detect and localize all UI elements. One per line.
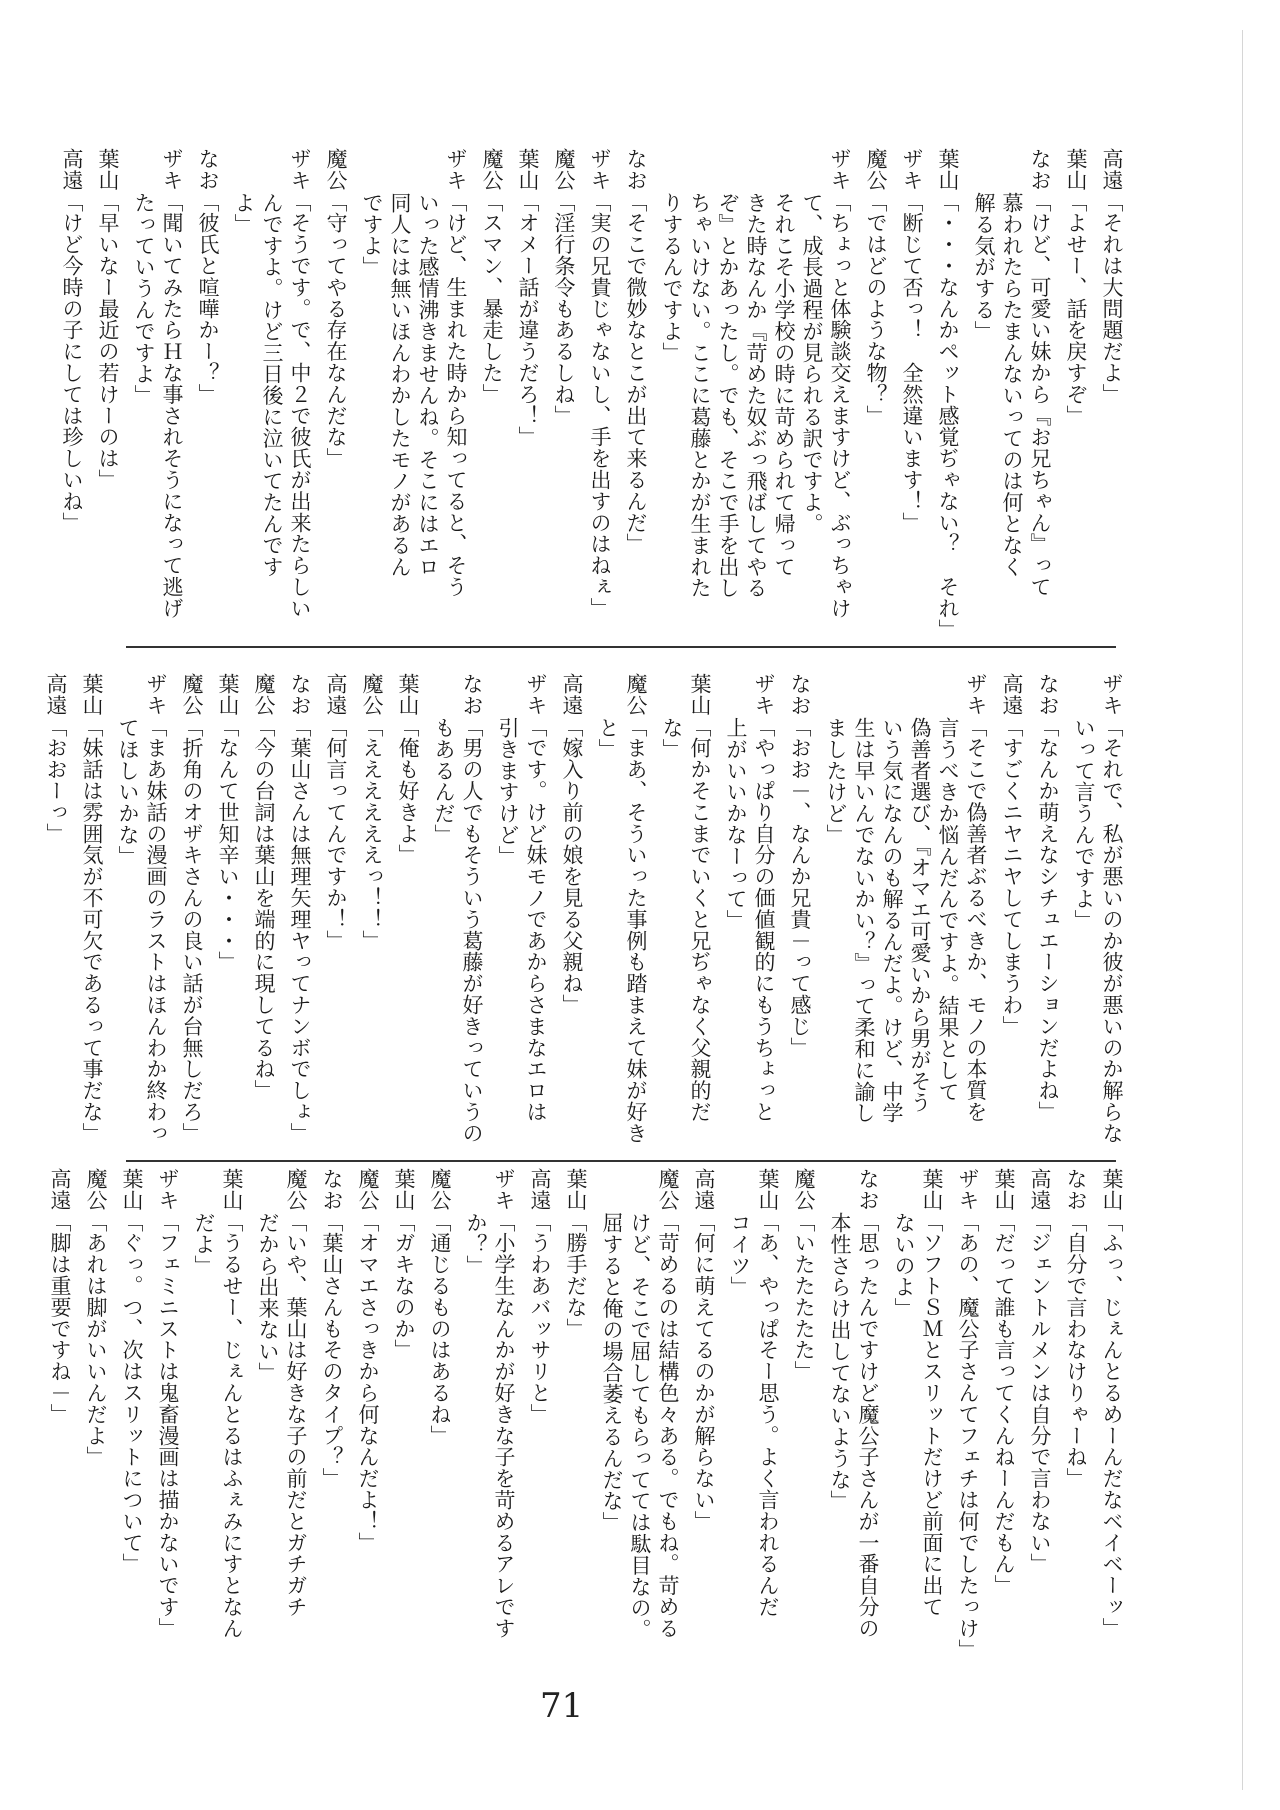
speech-text: 「そうです。で、中２で彼氏が出来たらしい: [288, 190, 312, 619]
speech-continuation: ましたけど」: [824, 717, 848, 846]
speech-text: 「スマン、暴走した」: [480, 190, 504, 405]
speech-line: [517, 148, 538, 653]
speech-line: [518, 673, 546, 1148]
speech-line: [865, 148, 886, 653]
section-divider: [126, 646, 1116, 648]
speech-text: 「だって誰も言ってくんねーんだもん」: [992, 1210, 1016, 1597]
speech-text: 「オマエさっきから何なんだよ！」: [356, 1210, 380, 1554]
speaker-name: なお: [788, 673, 812, 716]
speech-line: [397, 673, 418, 1148]
speech-text: 「思ったんですけど魔公子さんが一番自分の: [856, 1210, 880, 1639]
speech-entry: [1065, 148, 1086, 653]
speaker-name: 高遠: [324, 673, 348, 716]
speech-text: 「脚は重要ですね－」: [48, 1210, 72, 1425]
speech-line: [481, 148, 502, 653]
speech-text: 「なんて世知辛い・・・」: [216, 715, 240, 973]
speech-entry: [725, 673, 774, 1148]
speech-entry: [1101, 148, 1122, 653]
speech-entry: [157, 1168, 178, 1660]
speech-continuation: 上がいいかなーって」: [724, 717, 748, 932]
speaker-name: ザキ: [964, 673, 988, 716]
speech-continuation: よ」: [232, 192, 256, 235]
speech-line: [197, 148, 218, 653]
speech-text: 「俺も好きよ」: [396, 715, 420, 866]
speaker-name: 魔公: [284, 1168, 308, 1211]
speech-text: 「男の人でもそういう葛藤が好きっていうの: [460, 715, 484, 1144]
speech-line: [1101, 1168, 1122, 1660]
speaker-name: なお: [288, 673, 312, 716]
speech-entry: [561, 673, 582, 1148]
speech-line: [181, 673, 202, 1148]
speech-line: [618, 673, 646, 1148]
speech-line: [157, 1168, 178, 1660]
speaker-name: ザキ: [524, 673, 548, 716]
speaker-name: 葉山: [936, 148, 960, 191]
speech-entry: [321, 1168, 342, 1660]
speech-text: 「何に萌えてるのかが解らない」: [692, 1210, 716, 1532]
speech-continuation: いう気になんのも解るんだよ。けど、中学: [880, 717, 904, 1124]
speech-line: [793, 1168, 814, 1660]
speaker-name: 魔公: [84, 1168, 108, 1211]
speech-text: 「ちょっと体験談交えますけど、ぶっちゃけ: [828, 190, 852, 619]
speech-text: 「うわあバッサリと」: [528, 1210, 552, 1425]
speech-line: [850, 1168, 878, 1660]
speaker-name: 魔公: [624, 673, 648, 716]
speech-entry: [361, 673, 382, 1148]
speaker-name: ザキ: [956, 1168, 980, 1211]
speech-entry: [45, 673, 66, 1148]
speech-continuation: てほしいかな」: [116, 717, 140, 867]
speech-continuation: ちゃいけない。ここに葛藤とかが生まれた: [688, 192, 712, 599]
speech-continuation: けど、そこで屈してもらってては駄目なの。: [628, 1212, 652, 1641]
speech-line: [529, 1168, 550, 1660]
speech-line: [1029, 1168, 1050, 1660]
speech-text: 「ジェントルメンは自分で言わない」: [1028, 1210, 1052, 1575]
speaker-name: ザキ: [288, 148, 312, 191]
speech-entry: [901, 148, 922, 653]
speech-text: 「実の兄貴じゃないし、手を出すのはねぇ」: [588, 190, 612, 619]
speech-entry: [829, 1168, 878, 1660]
speech-line: [589, 148, 610, 653]
speech-text: 「通じるものはあるね」: [428, 1210, 452, 1447]
speech-text: 「小学生なんかが好きな子を苛めるアレです: [492, 1210, 516, 1639]
speech-text: 「よせー、話を戻すぞ」: [1064, 190, 1088, 427]
speech-text: 「ぐっ。つ、次はスリットについて」: [120, 1210, 144, 1575]
speech-entry: [361, 148, 466, 653]
speech-text: 「まあ、そういった事例も踏まえて妹が好き: [624, 715, 648, 1144]
speech-entry: [133, 148, 182, 653]
speech-entry: [233, 148, 310, 653]
speech-text: 「葉山さんは無理矢理ヤってナンボでしょ」: [288, 715, 312, 1144]
speech-continuation: だよ」: [192, 1212, 216, 1277]
speaker-name: ザキ: [444, 148, 468, 191]
dialogue-section-middle: [44, 673, 1124, 1148]
speech-entry: [325, 673, 346, 1148]
speech-entry: [729, 1168, 778, 1660]
speech-entry: [117, 673, 166, 1148]
speech-line: [138, 673, 166, 1148]
speech-line: [321, 1168, 342, 1660]
speaker-name: 葉山: [564, 1168, 588, 1211]
speaker-name: 魔公: [324, 148, 348, 191]
speaker-name: 葉山: [920, 1168, 944, 1211]
speech-entry: [789, 673, 810, 1148]
speaker-name: 魔公: [360, 673, 384, 716]
speech-entry: [529, 1168, 550, 1660]
speech-entry: [693, 1168, 714, 1660]
speaker-name: なお: [1028, 148, 1052, 191]
speaker-name: 高遠: [1000, 673, 1024, 716]
speech-line: [97, 148, 118, 653]
speech-text: 「妹話は雰囲気が不可欠であるって事だな」: [80, 715, 104, 1144]
speech-entry: [325, 148, 346, 653]
speech-entry: [481, 148, 502, 653]
speech-text: 「断じて否っ！ 全然違います！」: [900, 190, 924, 534]
speech-entry: [1065, 1168, 1086, 1660]
speech-text: 「オメー話が違うだろ！」: [516, 190, 540, 448]
speech-line: [454, 673, 482, 1148]
speech-line: [393, 1168, 414, 1660]
speech-continuation: 偽善者選び、『オマエ可愛いから男がそう: [908, 717, 932, 1114]
speech-line: [1022, 148, 1050, 653]
speech-line: [625, 148, 646, 653]
speech-entry: [257, 1168, 306, 1660]
speech-line: [789, 673, 810, 1148]
speech-continuation: ぞ』とかあったし。でも、そこで手を出し: [716, 192, 740, 599]
speaker-name: 葉山: [220, 1168, 244, 1211]
speech-text: 「早いなー最近の若けーのは」: [96, 190, 120, 491]
speech-text: 「ではどのような物？」: [864, 190, 888, 427]
speaker-name: 葉山: [396, 673, 420, 716]
speech-entry: [937, 148, 958, 653]
speech-entry: [253, 673, 274, 1148]
speech-entry: [429, 1168, 450, 1660]
speaker-name: 魔公: [180, 673, 204, 716]
speech-text: 「フェミニストは鬼畜漫画は描かないです」: [156, 1210, 180, 1639]
speech-entry: [193, 1168, 242, 1660]
speaker-name: 葉山: [120, 1168, 144, 1211]
speech-line: [325, 148, 346, 653]
speech-entry: [793, 1168, 814, 1660]
speaker-name: なお: [624, 148, 648, 191]
speaker-name: なお: [1036, 673, 1060, 716]
speech-line: [958, 673, 986, 1148]
speech-line: [693, 1168, 714, 1660]
speech-continuation: 同人には無いほんわかしたモノがあるん: [388, 192, 412, 578]
speech-entry: [181, 673, 202, 1148]
speaker-name: なお: [320, 1168, 344, 1211]
speech-text: 「折角のオザキさんの良い話が台無しだろ」: [180, 715, 204, 1144]
speaker-name: ザキ: [588, 148, 612, 191]
speech-continuation: 屈すると俺の場合萎えるんだな」: [600, 1212, 624, 1534]
speech-line: [650, 1168, 678, 1660]
speech-entry: [893, 1168, 942, 1660]
speech-line: [1101, 148, 1122, 653]
speech-line: [438, 148, 466, 653]
speech-entry: [393, 1168, 414, 1660]
speech-line: [282, 148, 310, 653]
speaker-name: なお: [196, 148, 220, 191]
speech-text: 「彼氏と喧嘩かー？」: [196, 190, 220, 405]
speech-line: [214, 1168, 242, 1660]
speaker-name: 葉山: [1064, 148, 1088, 191]
speech-line: [85, 1168, 106, 1660]
speech-continuation: たっていうんですよ」: [132, 192, 156, 407]
speech-line: [81, 673, 102, 1148]
speech-text: 「守ってやる存在なんだな」: [324, 190, 348, 470]
speech-continuation: 解る気がする」: [972, 192, 996, 342]
speech-entry: [197, 148, 218, 653]
speech-continuation: んですよ。けど三日後に泣いてたんです: [260, 192, 284, 578]
section-divider: [126, 1160, 1116, 1162]
speech-line: [746, 673, 774, 1148]
dialogue-section-bottom: [48, 1168, 1124, 1661]
speech-entry: [865, 148, 886, 653]
speech-text: 「あの、魔公子さんてフェチは何でしたっけ」: [956, 1210, 980, 1661]
speech-text: 「やっぱり自分の価値観的にもうちょっと: [752, 715, 776, 1123]
speech-continuation: いった感情沸きませんね。そこにはエロ: [416, 192, 440, 578]
speech-line: [253, 673, 274, 1148]
speech-continuation: いって言うんですよ」: [1072, 717, 1096, 932]
speech-text: 「です。けど妹モノであからさまなエロは: [524, 715, 548, 1123]
speech-entry: [217, 673, 238, 1148]
speech-line: [61, 148, 82, 653]
speech-entry: [597, 673, 646, 1148]
speech-entry: [589, 148, 610, 653]
speech-text: 「けど今時の子にしては珍しいね」: [60, 190, 84, 534]
speech-line: [561, 673, 582, 1148]
speaker-name: 魔公: [428, 1168, 452, 1211]
speaker-name: なお: [856, 1168, 880, 1211]
speech-text: 「けど、可愛い妹から『お兄ちゃん』って: [1028, 190, 1052, 598]
speech-line: [49, 1168, 70, 1660]
speech-entry: [497, 673, 546, 1148]
speech-line: [914, 1168, 942, 1660]
speaker-name: ザキ: [144, 673, 168, 716]
speech-line: [957, 1168, 978, 1660]
page-number: 71: [540, 1686, 584, 1726]
speech-line: [289, 673, 310, 1148]
speech-entry: [517, 148, 538, 653]
speech-text: 「ええええええっ！！」: [360, 715, 384, 952]
speech-text: 「なんか萌えなシチュエーションだよね」: [1036, 715, 1060, 1123]
speech-entry: [565, 1168, 586, 1660]
speech-line: [901, 148, 922, 653]
speech-entry: [81, 673, 102, 1148]
speech-text: 「いや、葉山は好きな子の前だとガチガチ: [284, 1210, 308, 1618]
speech-entry: [1101, 1168, 1122, 1660]
speech-continuation: それこそ小学校の時に苛められて帰って: [772, 192, 796, 578]
speech-line: [565, 1168, 586, 1660]
speaker-name: 葉山: [516, 148, 540, 191]
speaker-name: 葉山: [992, 1168, 1016, 1211]
speech-text: 「うるせー、じぇんとるはふぇみにすとなん: [220, 1210, 244, 1639]
speaker-name: 葉山: [80, 673, 104, 716]
speech-continuation: コイツ」: [728, 1212, 752, 1298]
page-edge-line: [1242, 30, 1243, 1790]
speech-text: 「・・・なんかペット感覚ぢゃない？ それ」: [936, 190, 960, 641]
speech-text: 「聞いてみたらＨな事されそうになって逃げ: [160, 190, 184, 619]
speech-entry: [1037, 673, 1058, 1148]
speaker-name: ザキ: [752, 673, 776, 716]
speech-text: 「ふっ、じぇんとるめーんだなベイベーッ」: [1100, 1210, 1124, 1639]
speech-line: [154, 148, 182, 653]
speech-line: [1001, 673, 1022, 1148]
speech-text: 「それは大問題だよ」: [1100, 190, 1124, 405]
speech-text: 「今の台詞は葉山を端的に現してるね」: [252, 715, 276, 1102]
speech-continuation: 言うべきか悩んだんですよ。結果として: [936, 717, 960, 1103]
speech-text: 「苛めるのは結構色々ある。でもね。苛める: [656, 1210, 680, 1639]
speaker-name: 高遠: [560, 673, 584, 716]
speaker-name: 魔公: [792, 1168, 816, 1211]
speech-text: 「ソフトＳＭとスリットだけど前面に出て: [920, 1210, 944, 1618]
speech-text: 「まあ妹話の漫画のラストはほんわか終わっ: [144, 715, 168, 1144]
speaker-name: ザキ: [160, 148, 184, 191]
speech-continuation: もあるんだ」: [432, 717, 456, 846]
speech-text: 「葉山さんもそのタイプ？」: [320, 1210, 344, 1490]
speech-text: 「あ、やっぱそー思う。よく言われるんだ: [756, 1210, 780, 1618]
speaker-name: 高遠: [44, 673, 68, 716]
speech-entry: [289, 673, 310, 1148]
speech-entry: [625, 148, 646, 653]
speech-continuation: て、成長過程が見られる訳ですよ。: [800, 192, 824, 535]
speaker-name: 高遠: [1100, 148, 1124, 191]
speaker-name: 高遠: [48, 1168, 72, 1211]
speech-text: 「何言ってんですか！」: [324, 715, 348, 952]
speech-text: 「何かそこまでいくと兄ぢゃなく父親的だ: [688, 715, 712, 1123]
speech-line: [937, 148, 958, 653]
speech-entry: [957, 1168, 978, 1660]
speech-line: [45, 673, 66, 1148]
speaker-name: 魔公: [864, 148, 888, 191]
speech-entry: [1001, 673, 1022, 1148]
speaker-name: ザキ: [900, 148, 924, 191]
speech-line: [1065, 1168, 1086, 1660]
speech-text: 「勝手だな」: [564, 1210, 588, 1340]
speech-entry: [397, 673, 418, 1148]
speech-line: [429, 1168, 450, 1660]
speech-entry: [85, 1168, 106, 1660]
speech-text: 「そこで偽善者ぶるべきか、モノの本質を: [964, 715, 988, 1123]
speaker-name: 葉山: [392, 1168, 416, 1211]
speech-text: 「おおーっ」: [44, 715, 68, 845]
speaker-name: なお: [1064, 1168, 1088, 1211]
speech-entry: [61, 148, 82, 653]
speech-line: [750, 1168, 778, 1660]
speech-entry: [357, 1168, 378, 1660]
speech-line: [1065, 148, 1086, 653]
speech-text: 「いたたたたた」: [792, 1210, 816, 1383]
speech-entry: [433, 673, 482, 1148]
speech-text: 「けど、生まれた時から知ってると、そう: [444, 190, 468, 598]
speaker-name: ザキ: [828, 148, 852, 191]
speaker-name: 高遠: [692, 1168, 716, 1211]
speech-line: [278, 1168, 306, 1660]
speech-entry: [661, 148, 850, 653]
speaker-name: 魔公: [656, 1168, 680, 1211]
speech-continuation: だから出来ない」: [256, 1212, 280, 1384]
speech-line: [1094, 673, 1122, 1148]
speech-entry: [97, 148, 118, 653]
speech-text: 「そこで微妙なとこが出て来るんだ」: [624, 190, 648, 555]
speech-entry: [1073, 673, 1122, 1148]
speech-text: 「おお－、なんか兄貴－って感じ」: [788, 715, 812, 1059]
speaker-name: ザキ: [492, 1168, 516, 1211]
speech-continuation: 慕われたらたまんないってのは何となく: [1000, 192, 1024, 578]
speech-line: [1037, 673, 1058, 1148]
speech-line: [361, 673, 382, 1148]
speech-entry: [121, 1168, 142, 1660]
speaker-name: 高遠: [528, 1168, 552, 1211]
speech-entry: [661, 673, 710, 1148]
speaker-name: 葉山: [1100, 1168, 1124, 1211]
speaker-name: 魔公: [480, 148, 504, 191]
speaker-name: 魔公: [552, 148, 576, 191]
speech-entry: [1029, 1168, 1050, 1660]
speech-line: [217, 673, 238, 1148]
speech-line: [993, 1168, 1014, 1660]
speech-text: 「すごくニヤニヤしてしまうわ」: [1000, 715, 1024, 1037]
speaker-name: 葉山: [688, 673, 712, 716]
speech-entry: [825, 673, 986, 1148]
speech-continuation: きた時なんか『苛めた奴ぶっ飛ばしてやる: [744, 192, 768, 599]
speech-entry: [49, 1168, 70, 1660]
speaker-name: 葉山: [756, 1168, 780, 1211]
speech-entry: [993, 1168, 1014, 1660]
speech-entry: [553, 148, 574, 653]
speech-line: [822, 148, 850, 653]
speech-continuation: 引きますけど」: [496, 717, 520, 867]
speaker-name: 高遠: [60, 148, 84, 191]
speech-line: [325, 673, 346, 1148]
speech-text: 「ガキなのか」: [392, 1210, 416, 1361]
speech-line: [121, 1168, 142, 1660]
speaker-name: 葉山: [216, 673, 240, 716]
speaker-name: 魔公: [252, 673, 276, 716]
speech-continuation: りするんですよ」: [660, 192, 684, 364]
speaker-name: 魔公: [356, 1168, 380, 1211]
speech-text: 「嫁入り前の娘を見る父親ね」: [560, 715, 584, 1016]
speech-continuation: ですよ」: [360, 192, 384, 278]
speech-continuation: と」: [596, 717, 620, 760]
speech-text: 「淫行条令もあるしね」: [552, 190, 576, 427]
speech-continuation: 本性さらけ出してないような」: [828, 1212, 852, 1512]
speech-continuation: か？」: [464, 1212, 488, 1277]
speech-text: 「あれは脚がいいんだよ」: [84, 1210, 108, 1468]
speaker-name: 葉山: [96, 148, 120, 191]
speaker-name: 高遠: [1028, 1168, 1052, 1211]
speech-text: 「それで、私が悪いのか彼が悪いのか解らな: [1100, 715, 1124, 1144]
speaker-name: なお: [460, 673, 484, 716]
speech-continuation: 生は早いんでないかい？』って柔和に諭し: [852, 717, 876, 1124]
speech-line: [553, 148, 574, 653]
speech-line: [357, 1168, 378, 1660]
speech-line: [682, 673, 710, 1148]
speaker-name: ザキ: [156, 1168, 180, 1211]
speech-continuation: ないのよ」: [892, 1212, 916, 1320]
speech-entry: [465, 1168, 514, 1660]
speech-continuation: な」: [660, 717, 684, 760]
speech-text: 「自分で言わなけりゃーね」: [1064, 1210, 1088, 1490]
speech-entry: [973, 148, 1050, 653]
dialogue-section-top: [60, 148, 1124, 653]
speech-entry: [601, 1168, 678, 1660]
speech-line: [486, 1168, 514, 1660]
speaker-name: ザキ: [1100, 673, 1124, 716]
